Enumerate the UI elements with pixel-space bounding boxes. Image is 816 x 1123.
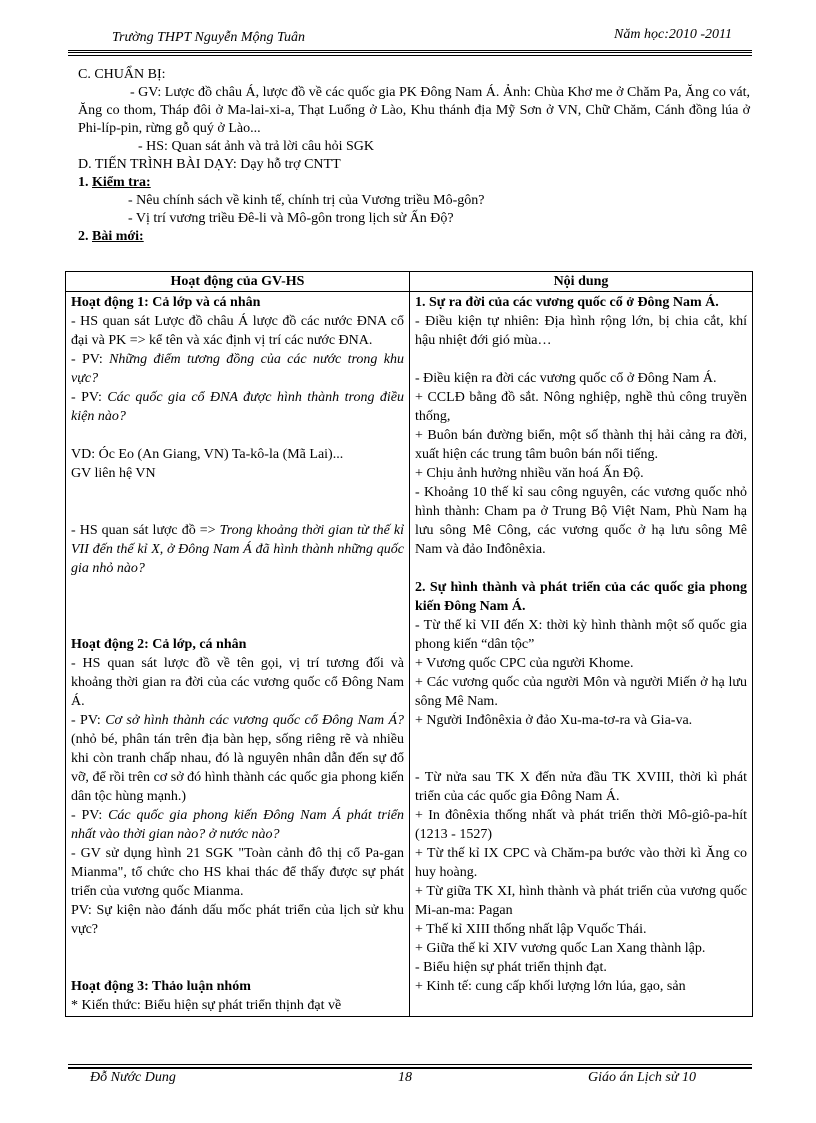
answer-text: (nhỏ bé, phân tán trên địa bàn hẹp, sống riêng rẽ và nhiều khi còn tranh chấp nhau, đó là nguyên nhân dẫn đến sự đổ vỡ, để rồi trên cơ sở đó hình thành các quốc gia phong kiến dân tộc hùng mạnh.) — [71, 732, 404, 804]
table-header-row — [66, 272, 753, 292]
content-line: + Các vương quốc của người Môn và người Miến ở hạ lưu sông Mê Nam. — [415, 675, 747, 709]
content-line: - Từ thế kỉ VII đến X: thời kỳ hình thành một số quốc gia phong kiến “dân tộc” — [415, 618, 747, 652]
content-line: + In đônêxia thống nhất và phát triển thời Mô-giô-pa-hít (1213 - 1527) — [415, 808, 747, 842]
content-line: - Khoảng 10 thế kỉ sau công nguyên, các vương quốc nhỏ hình thành: Cham pa ở Trung Bộ Việt Nam, Phù Nam hạ lưu sông Mê Công, các vương quốc ở hạ lưu sông Mê Nam và đảo Inđônêxia. — [415, 485, 747, 557]
section-c-title: C. CHUẨN BỊ: — [78, 67, 166, 82]
activity-1-line: VD: Óc Eo (An Giang, VN) Ta-kô-la (Mã Lai)... — [71, 447, 344, 462]
pv-prefix: - PV: — [71, 808, 109, 823]
content-line: + Kinh tế: cung cấp khối lượng lớn lúa, gạo, sản — [415, 979, 686, 994]
header-school-year: Năm học:2010 -2011 — [614, 27, 732, 42]
content-line: + Thế kỉ XIII thống nhất lập Vquốc Thái. — [415, 922, 647, 937]
activity-1-line — [71, 388, 404, 426]
activities-cell — [66, 292, 410, 1017]
content-line: + Chịu ảnh hưởng nhiều văn hoá Ấn Độ. — [415, 466, 644, 481]
activity-2-line: - GV sử dụng hình 21 SGK "Toàn cảnh đô thị cổ Pa-gan Mianma", tổ chức cho HS khai thác để thấy được sự phát triển của vương quốc Mianma. — [71, 846, 404, 899]
footer-divider — [68, 1064, 752, 1069]
content-line: + Từ thế kỉ IX CPC và Chăm-pa bước vào thời kì Ăng co huy hoàng. — [415, 846, 747, 880]
content-cell — [410, 292, 753, 1017]
header-school: Trường THPT Nguyễn Mộng Tuân — [112, 30, 305, 45]
activity-1-line: GV liên hệ VN — [71, 466, 156, 481]
activity-1-line: - HS quan sát Lược đồ châu Á lược đồ các nước ĐNA cổ đại và PK => kể tên và xác định vị trí các nước ĐNA. — [71, 314, 404, 348]
content-line: - Biểu hiện sự phát triển thịnh đạt. — [415, 960, 607, 975]
activity-1-line — [71, 521, 404, 578]
section-1-title: 1. Sự ra đời của các vương quốc cổ ở Đông Nam Á. — [415, 295, 719, 310]
section-d-title: D. TIẾN TRÌNH BÀI DẠY: Dạy hỗ trợ CNTT — [78, 157, 341, 172]
table-body-row — [66, 292, 753, 1017]
content-line: + Buôn bán đường biển, một số thành thị hải cảng ra đời, xuất hiện các trung tâm buôn bán nổi tiếng. — [415, 428, 747, 462]
hs-prefix: - HS quan sát lược đồ => — [71, 523, 220, 538]
question-text: Các quốc gia phong kiến Đông Nam Á phát triển nhất vào thời gian nào? ở nước nào? — [71, 808, 404, 842]
check-title: Kiểm tra: — [92, 175, 151, 190]
footer-page-number: 18 — [398, 1070, 412, 1085]
activity-2-line — [71, 711, 404, 806]
activity-3-title: Hoạt động 3: Thảo luận nhóm — [71, 979, 251, 994]
activity-2-title: Hoạt động 2: Cả lớp, cá nhân — [71, 637, 247, 652]
footer-doc-name: Giáo án Lịch sử 10 — [588, 1070, 696, 1085]
activity-1-line — [71, 350, 404, 388]
new-num: 2. — [78, 229, 92, 244]
pv-prefix: - PV: — [71, 352, 110, 367]
content-line: + Từ giữa TK XI, hình thành và phát triển của vương quốc Mi-an-ma: Pagan — [415, 884, 747, 918]
intro-section — [78, 66, 750, 246]
activity-2-line: PV: Sự kiện nào đánh dấu mốc phát triển của lịch sử khu vực? — [71, 903, 404, 937]
content-line: - Điều kiện tự nhiên: Địa hình rộng lớn, bị chia cắt, khí hậu nhiệt đới gió mùa… — [415, 314, 747, 348]
section-c-hs: - HS: Quan sát ảnh và trả lời câu hỏi SGK — [138, 139, 375, 154]
header-divider — [68, 50, 752, 56]
col-header-activities: Hoạt động của GV-HS — [66, 272, 410, 292]
check-num: 1. — [78, 175, 92, 190]
check-item-2: - Vị trí vương triều Đê-li và Mô-gôn trong lịch sử Ấn Độ? — [128, 211, 454, 226]
content-line: - Từ nửa sau TK X đến nửa đầu TK XVIII, thời kì phát triển của các quốc gia Đông Nam Á. — [415, 770, 747, 804]
section-2-title: 2. Sự hình thành và phát triển của các quốc gia phong kiến Đông Nam Á. — [415, 580, 747, 614]
question-text: Các quốc gia cổ ĐNA được hình thành trong điều kiện nào? — [71, 390, 404, 424]
question-text: Trong khoảng thời gian từ thế kỉ VII đến thế kỉ X, ở Đông Nam Á đã hình thành những quốc gia nhỏ nào? — [71, 523, 405, 576]
new-title: Bài mới: — [92, 229, 144, 244]
activity-3-line: * Kiến thức: Biểu hiện sự phát triển thịnh đạt về — [71, 998, 342, 1013]
check-heading — [78, 174, 750, 192]
new-lesson-heading — [78, 228, 750, 246]
content-line: + Vương quốc CPC của người Khome. — [415, 656, 634, 671]
activity-2-line — [71, 806, 404, 844]
pv-prefix: - PV: — [71, 390, 108, 405]
content-line: + CCLĐ bằng đồ sắt. Nông nghiệp, nghề thủ công truyền thống, — [415, 390, 747, 424]
question-text: Cơ sở hình thành các vương quốc cổ Đông Nam Á? — [105, 713, 404, 728]
question-text: Những điểm tương đồng của các nước trong khu vực? — [71, 352, 404, 386]
content-line: + Người Inđônêxia ở đảo Xu-ma-tơ-ra và Gia-va. — [415, 713, 693, 728]
footer-author: Đỗ Nước Dung — [90, 1070, 176, 1085]
activity-2-line: - HS quan sát lược đồ về tên gọi, vị trí tương đối và khoảng thời gian ra đời của các vương quốc cổ Đông Nam Á. — [71, 656, 404, 709]
col-header-content: Nội dung — [410, 272, 753, 292]
content-line: + Giữa thế kỉ XIV vương quốc Lan Xang thành lập. — [415, 941, 706, 956]
pv-prefix: - PV: — [71, 713, 106, 728]
content-line: - Điều kiện ra đời các vương quốc cổ ở Đông Nam Á. — [415, 371, 717, 386]
check-item-1: - Nêu chính sách về kinh tế, chính trị của Vương triều Mô-gôn? — [128, 193, 485, 208]
lesson-table — [65, 271, 753, 1017]
activity-1-title: Hoạt động 1: Cả lớp và cá nhân — [71, 295, 261, 310]
section-c-gv: - GV: Lược đồ châu Á, lược đồ về các quốc gia PK Đông Nam Á. Ảnh: Chùa Khơ me ở Chăm Pa, Ăng co vát, Ăng co thom, Tháp đôi ở Ma-lai-xi-a, Thạt Luổng ở Lào, Khu thánh địa Mỹ Sơn ở VN, Chữ Chăm, Cánh đồng lúa ở Phi-líp-pin, rừng gỗ quý ở Lào... — [78, 85, 750, 136]
